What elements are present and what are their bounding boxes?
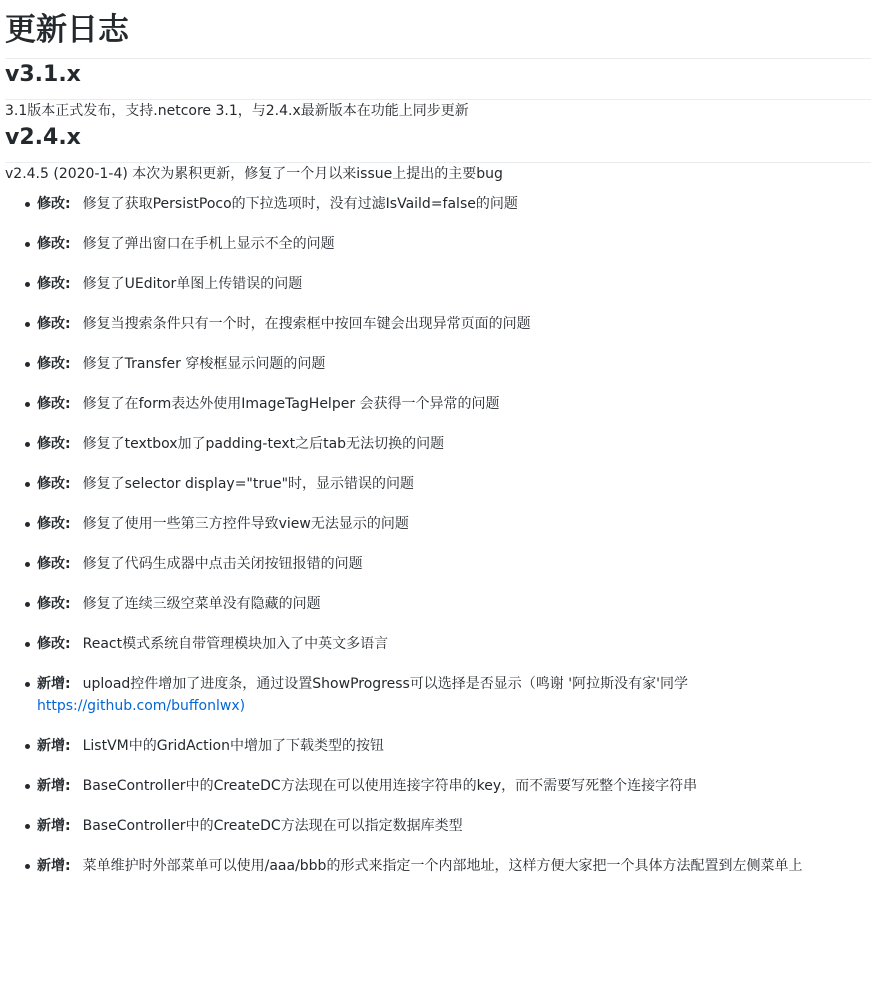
item-text: 修复了连续三级空菜单没有隐藏的问题 bbox=[82, 596, 321, 612]
list-item bbox=[5, 735, 871, 757]
bullet-icon bbox=[25, 784, 30, 789]
bullet-icon bbox=[25, 442, 30, 447]
item-tag: 修改: bbox=[37, 516, 71, 532]
item-tag: 修改: bbox=[37, 276, 71, 292]
list-item bbox=[5, 473, 871, 495]
bullet-icon bbox=[25, 682, 30, 687]
item-tag: 修改: bbox=[37, 196, 71, 212]
item-tag: 新增: bbox=[37, 778, 71, 794]
item-tag: 修改: bbox=[37, 476, 71, 492]
bullet-icon bbox=[25, 242, 30, 247]
list-item bbox=[5, 273, 871, 295]
item-tag: 新增: bbox=[37, 738, 71, 754]
item-text: 修复当搜索条件只有一个时，在搜索框中按回车键会出现异常页面的问题 bbox=[82, 316, 531, 332]
list-item bbox=[5, 233, 871, 255]
bullet-icon bbox=[25, 824, 30, 829]
bullet-icon bbox=[25, 282, 30, 287]
item-text: 修复了代码生成器中点击关闭按钮报错的问题 bbox=[82, 556, 363, 572]
item-text: BaseController中的CreateDC方法现在可以使用连接字符串的key，而不需要写死整个连接字符串 bbox=[82, 778, 698, 794]
item-tag: 修改: bbox=[37, 396, 71, 412]
bullet-icon bbox=[25, 322, 30, 327]
item-text: 修复了在form表达外使用ImageTagHelper 会获得一个异常的问题 bbox=[82, 396, 500, 412]
list-item bbox=[5, 433, 871, 455]
item-tag: 新增: bbox=[37, 858, 71, 874]
item-text: upload控件增加了进度条，通过设置ShowProgress可以选择是否显示（鸣谢 '阿拉斯没有家'同学 bbox=[82, 676, 688, 692]
item-tag: 新增: bbox=[37, 818, 71, 834]
page-title: 更新日志 bbox=[5, 0, 871, 59]
section-text-v24: v2.4.5 (2020-1-4) 本次为累积更新，修复了一个月以来issue上提出的主要bug bbox=[5, 166, 503, 182]
item-tag: 修改: bbox=[37, 436, 71, 452]
item-text: 修复了使用一些第三方控件导致view无法显示的问题 bbox=[82, 516, 409, 532]
list-item bbox=[5, 633, 871, 655]
section-heading-v24: v2.4.x bbox=[5, 122, 871, 163]
bullet-icon bbox=[25, 522, 30, 527]
list-item bbox=[5, 193, 871, 215]
list-item bbox=[5, 673, 871, 717]
bullet-icon bbox=[25, 402, 30, 407]
bullet-icon bbox=[25, 864, 30, 869]
item-text: 菜单维护时外部菜单可以使用/aaa/bbb的形式来指定一个内部地址，这样方便大家把一个具体方法配置到左侧菜单上 bbox=[82, 858, 803, 874]
item-text: 修复了textbox加了padding-text之后tab无法切换的问题 bbox=[82, 436, 445, 452]
item-text: 修复了获取PersistPoco的下拉选项时，没有过滤IsVaild=false的问题 bbox=[82, 196, 518, 212]
item-tag: 修改: bbox=[37, 316, 71, 332]
item-tag: 修改: bbox=[37, 356, 71, 372]
bullet-icon bbox=[25, 202, 30, 207]
bullet-icon bbox=[25, 362, 30, 367]
bullet-icon bbox=[25, 482, 30, 487]
item-text: BaseController中的CreateDC方法现在可以指定数据库类型 bbox=[82, 818, 463, 834]
item-text: 修复了Transfer 穿梭框显示问题的问题 bbox=[82, 356, 326, 372]
list-item bbox=[5, 553, 871, 575]
list-item bbox=[5, 353, 871, 375]
bullet-icon bbox=[25, 642, 30, 647]
item-tag: 新增: bbox=[37, 676, 71, 692]
bullet-icon bbox=[25, 602, 30, 607]
item-text: 修复了弹出窗口在手机上显示不全的问题 bbox=[82, 236, 335, 252]
list-item bbox=[5, 815, 871, 837]
list-item bbox=[5, 593, 871, 615]
list-item bbox=[5, 513, 871, 535]
item-tag: 修改: bbox=[37, 556, 71, 572]
item-text: React模式系统自带管理模块加入了中英文多语言 bbox=[82, 636, 389, 652]
github-link[interactable]: https://github.com/buffonlwx) bbox=[37, 698, 246, 714]
section-text-v31: 3.1版本正式发布，支持.netcore 3.1，与2.4.x最新版本在功能上同步更新 bbox=[5, 103, 469, 119]
changelog-list bbox=[5, 193, 871, 877]
list-item bbox=[5, 313, 871, 335]
section-heading-v31: v3.1.x bbox=[5, 59, 871, 100]
item-text: ListVM中的GridAction中增加了下载类型的按钮 bbox=[82, 738, 384, 754]
list-item bbox=[5, 775, 871, 797]
list-item bbox=[5, 855, 871, 877]
item-text: 修复了selector display="true"时，显示错误的问题 bbox=[82, 476, 415, 492]
item-tag: 修改: bbox=[37, 236, 71, 252]
item-tag: 修改: bbox=[37, 636, 71, 652]
bullet-icon bbox=[25, 744, 30, 749]
bullet-icon bbox=[25, 562, 30, 567]
item-tag: 修改: bbox=[37, 596, 71, 612]
list-item bbox=[5, 393, 871, 415]
item-text: 修复了UEditor单图上传错误的问题 bbox=[82, 276, 303, 292]
